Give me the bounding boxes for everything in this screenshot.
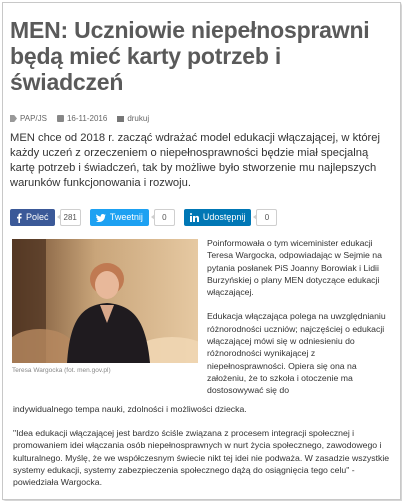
article-meta	[10, 114, 149, 123]
article-side-text	[207, 237, 387, 409]
paragraph: Edukacja włączająca polega na uwzględnianiu różnorodności uczniów; najczęściej o edukacji włączającej mówi się w odniesieniu do różnorodności wynikającej z niepełnosprawności. Opiera się ona na założeniu, że to szkoła i otoczenie ma dostosowywać się do	[207, 311, 386, 396]
date-meta	[57, 114, 107, 123]
twitter-icon	[96, 214, 106, 222]
paragraph: Poinformowała o tym wiceminister edukacji Teresa Wargocka, odpowiadając w Sejmie na pytania posłanek PiS Joanny Borowiak i Lidii Burzyńskiej o plany MEN dotyczące edukacji włączającej.	[207, 238, 382, 298]
paragraph-continuation: indywidualnego tempa nauki, zdolności i możliwości dziecka.	[13, 404, 247, 414]
source-label: PAP/JS	[20, 114, 47, 123]
twitter-count: 0	[154, 209, 175, 226]
article-quote: "Idea edukacji włączającej jest bardzo ściśle związana z procesem integracji społecznej i promowaniem idei włączania osób niepełnosprawnych w nurt życia społecznego, zawodowego i kulturalnego. Myślę, że we współczesnym świecie nikt tej idei nie podważa. W zasadzie wszystkie systemy edukacji, systemy zabezpieczenia społecznego dążą do osiągnięcia tego celu" - powiedziała Wargocka.	[13, 428, 390, 488]
article-title: MEN: Uczniowie niepełnosprawni będą mieć karty potrzeb i świadczeń	[10, 17, 370, 95]
article-lead: MEN chce od 2018 r. zacząć wdrażać model edukacji włączającej, w której każdy uczeń z orzeczeniem o niepełnosprawności będzie miał specjalną kartę potrzeb i świadczeń, tak by możliwe było stworzenie mu najlepszych warunków funkcjonowania i rozwoju.	[10, 132, 380, 189]
twitter-label: Tweetnij	[109, 212, 143, 222]
print-label: drukuj	[127, 114, 150, 123]
facebook-like-button[interactable]	[10, 209, 55, 226]
tag-icon	[10, 115, 17, 122]
facebook-label: Poleć	[26, 212, 49, 222]
date-label: 16-11-2016	[66, 114, 108, 123]
linkedin-label: Udostępnij	[202, 212, 246, 222]
print-link[interactable]	[117, 114, 149, 123]
facebook-icon	[16, 213, 22, 223]
source-meta	[10, 114, 47, 123]
print-icon	[117, 116, 124, 122]
facebook-share	[10, 209, 81, 226]
twitter-share	[90, 209, 175, 226]
linkedin-share-button[interactable]	[184, 209, 252, 226]
share-bar	[10, 209, 277, 226]
linkedin-share	[184, 209, 278, 226]
tweet-button[interactable]	[90, 209, 149, 226]
photo-caption: Teresa Wargocka (fot. men.gov.pl)	[12, 367, 111, 374]
article-photo	[12, 239, 198, 363]
facebook-count: 281	[60, 209, 81, 226]
linkedin-count: 0	[256, 209, 277, 226]
linkedin-icon	[190, 213, 199, 222]
article-window	[2, 2, 401, 500]
calendar-icon	[57, 115, 64, 122]
article-photo-image	[12, 239, 198, 363]
